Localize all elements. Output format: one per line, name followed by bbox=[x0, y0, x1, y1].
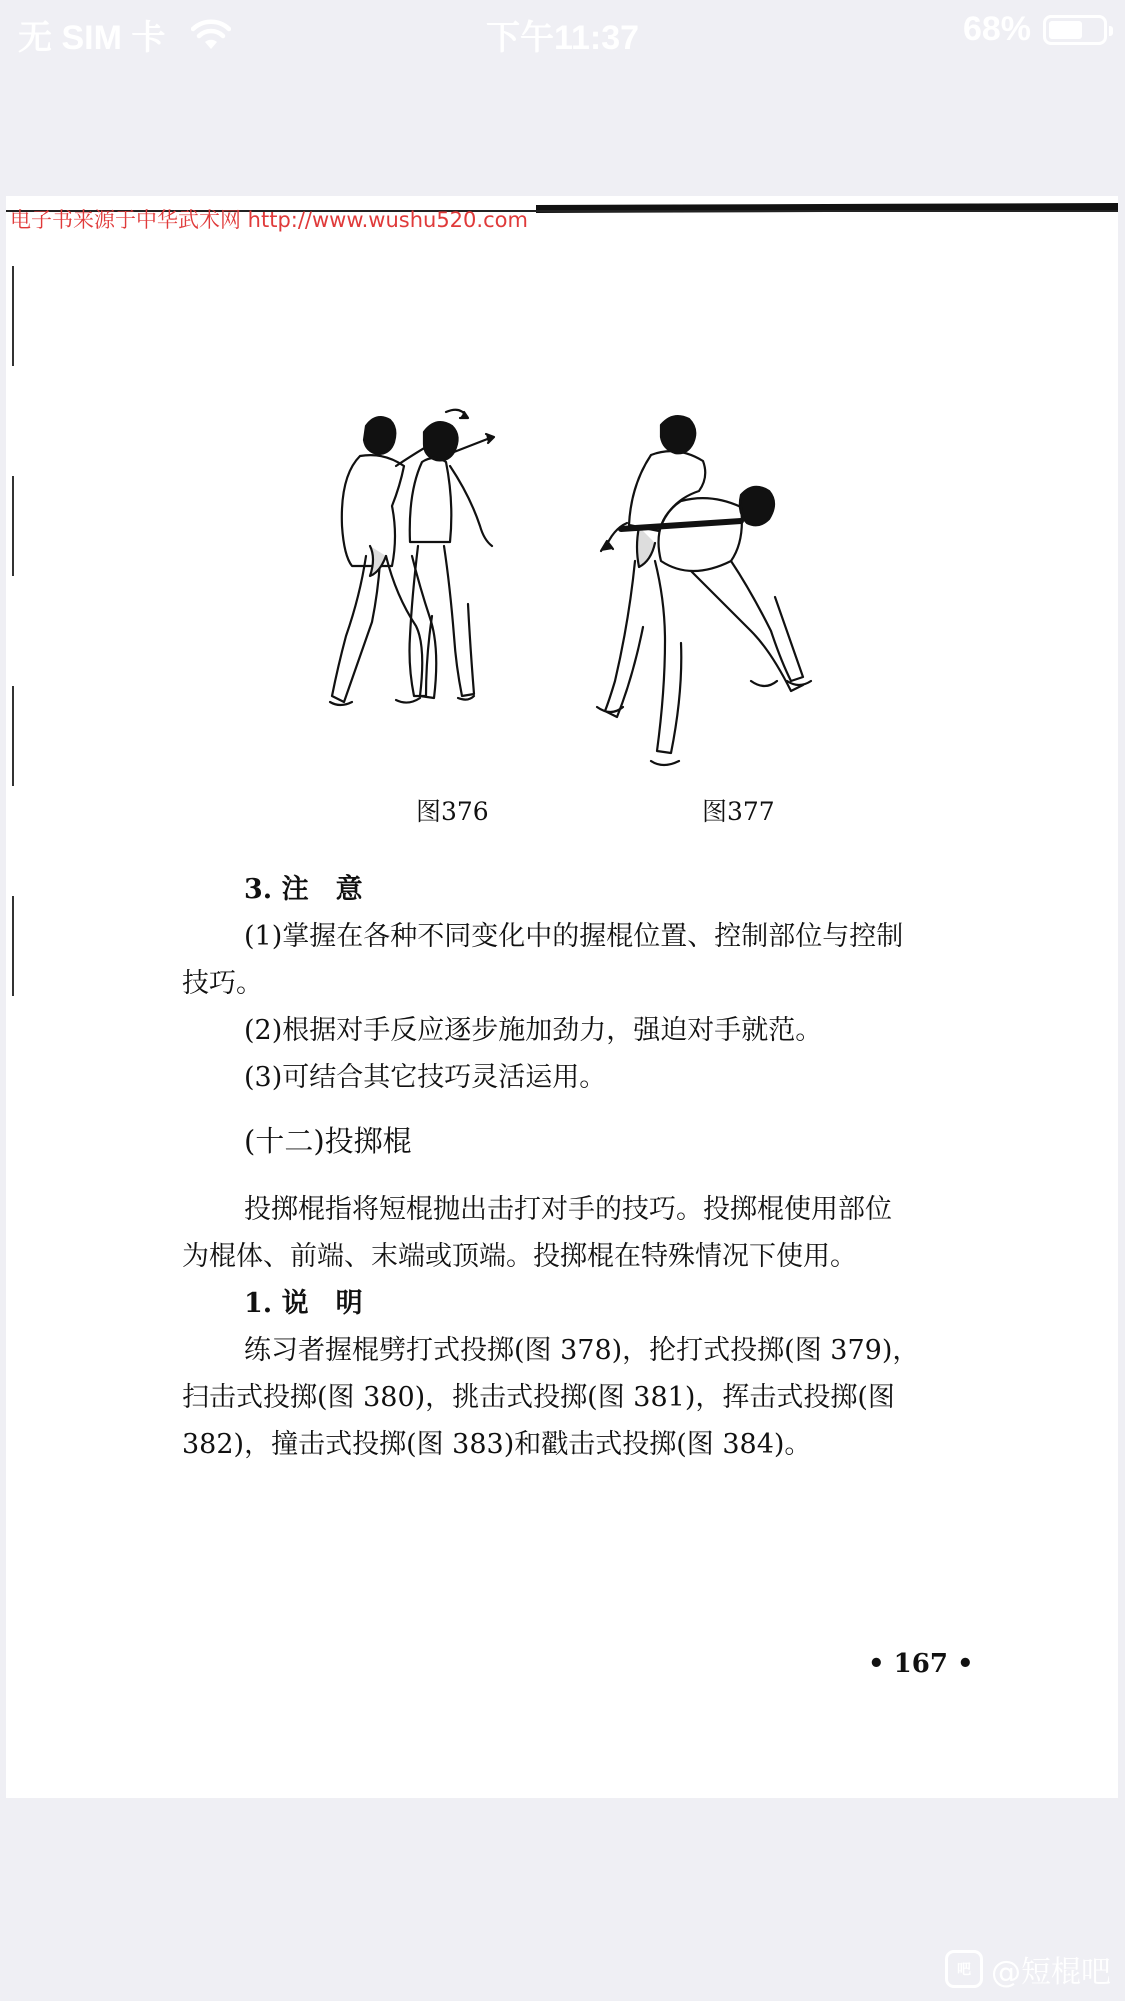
chapter-heading: (十二)投掷棍 bbox=[244, 1124, 412, 1158]
brand-logo-text: 吧 bbox=[957, 1962, 971, 1978]
scan-edge-mark bbox=[12, 686, 14, 786]
explain-line2: 扫击式投掷(图 380)，挑击式投掷(图 381)，挥击式投掷(图 bbox=[182, 1382, 895, 1413]
status-bar bbox=[0, 0, 1125, 60]
section-note-heading: 3. 注 意 bbox=[244, 874, 363, 905]
figure-377-illustration bbox=[591, 411, 851, 791]
scan-edge-mark bbox=[12, 896, 14, 996]
tieba-logo-icon bbox=[945, 1950, 983, 1988]
figure-376-illustration bbox=[326, 406, 566, 746]
watermark-text: 电子书来源于中华武术网 http://www.wushu520.com bbox=[10, 208, 528, 232]
brand-watermark bbox=[945, 1947, 1111, 1991]
explain-line1: 练习者握棍劈打式投掷(图 378)，抡打式投掷(图 379)， bbox=[244, 1335, 920, 1366]
status-time: 下午11:37 bbox=[485, 19, 640, 57]
carrier-label: 无 SIM 卡 bbox=[18, 19, 166, 57]
figure-376-caption: 图376 bbox=[416, 797, 489, 826]
battery-icon bbox=[1043, 15, 1107, 45]
scan-edge-mark bbox=[12, 476, 14, 576]
battery-percent: 68% bbox=[962, 10, 1031, 48]
explain-line3: 382)，撞击式投掷(图 383)和戳击式投掷(图 384)。 bbox=[182, 1429, 812, 1460]
note-2: (2)根据对手反应逐步施加劲力，强迫对手就范。 bbox=[244, 1015, 823, 1046]
scan-edge-mark bbox=[12, 266, 14, 366]
note-1-line2: 技巧。 bbox=[182, 968, 263, 999]
brand-name: @短棍吧 bbox=[991, 1955, 1111, 1990]
document-page[interactable] bbox=[6, 196, 1118, 1798]
section-explain-heading: 1. 说 明 bbox=[244, 1288, 363, 1319]
note-3: (3)可结合其它技巧灵活运用。 bbox=[244, 1062, 607, 1093]
intro-line2: 为棍体、前端、末端或顶端。投掷棍在特殊情况下使用。 bbox=[182, 1241, 857, 1272]
figure-377-caption: 图377 bbox=[702, 797, 775, 826]
page-number: • 167 • bbox=[868, 1649, 974, 1679]
intro-line1: 投掷棍指将短棍抛出击打对手的技巧。投掷棍使用部位 bbox=[244, 1194, 892, 1225]
note-1-line1: (1)掌握在各种不同变化中的握棍位置、控制部位与控制 bbox=[244, 921, 904, 952]
status-right bbox=[963, 10, 1107, 49]
battery-fill bbox=[1049, 21, 1082, 39]
